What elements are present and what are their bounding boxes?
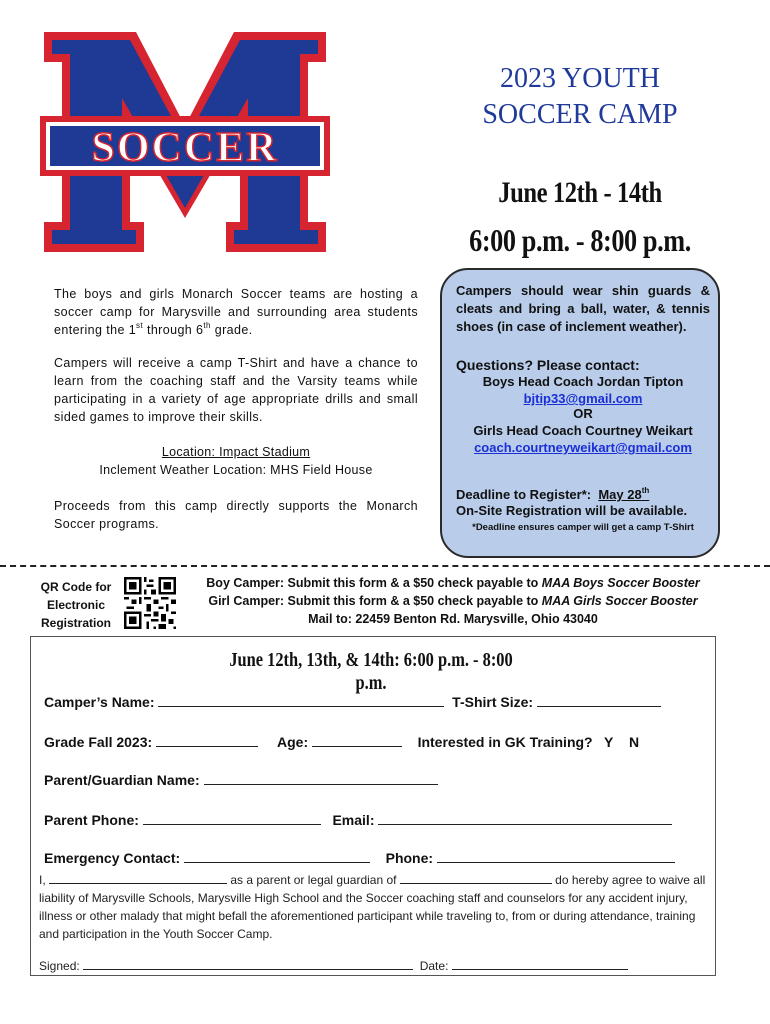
grade-row: Grade Fall 2023: Age: Interested in GK Training? Y N	[44, 734, 640, 750]
camper-name-field[interactable]	[158, 693, 444, 707]
gk-yes-option[interactable]: Y	[604, 734, 614, 750]
time-range: 6:00 p.m. - 8:00 p.m.	[469, 222, 691, 258]
signature-field[interactable]	[83, 958, 413, 970]
gk-no-option[interactable]: N	[628, 734, 640, 750]
liability-waiver: I, as a parent or legal guardian of do hereby agree to waive all liability of Marysville Schools, Marysville High School and the Soccer coaching staff and counselors for any accident injury, illness or other malady that might befall the aforementioned participant while traveling to, from or during attendance, training and participation in the Youth Soccer Camp.	[39, 873, 706, 941]
emergency-contact-field[interactable]	[184, 849, 370, 863]
date-range: June 12th - 14th	[498, 176, 662, 209]
gear-note: Campers should wear shin guards & cleats and bring a ball, water, & tennis shoes (in case of inclement weather).	[456, 283, 710, 334]
intro-paragraph: The boys and girls Monarch Soccer teams are hosting a soccer camp for Marysville and surrounding area students entering the 1st through 6th grade.	[54, 287, 418, 337]
or-text: OR	[573, 406, 593, 421]
age-field[interactable]	[312, 733, 402, 747]
emergency-row: Emergency Contact: Phone:	[44, 849, 675, 866]
girl-mail-instructions: Girl Camper: Submit this form & a $50 check payable to MAA Girls Soccer Booster	[208, 594, 698, 608]
monarch-soccer-logo	[40, 28, 330, 256]
cut-line	[0, 565, 770, 567]
signature-row: Signed: Date:	[39, 958, 628, 973]
boys-coach-email-link[interactable]: bjtip33@gmail.com	[523, 391, 643, 406]
parent-name-row: Parent/Guardian Name:	[44, 771, 438, 788]
date-field[interactable]	[452, 958, 628, 970]
logo-soccer-text: SOCCER	[91, 125, 279, 171]
questions-heading: Questions? Please contact:	[456, 357, 640, 373]
deadline: Deadline to Register*: May 28th	[456, 486, 650, 502]
email-field[interactable]	[378, 811, 672, 825]
emergency-phone-field[interactable]	[437, 849, 675, 863]
deadline-footnote: *Deadline ensures camper will get a camp T-Shirt	[472, 522, 694, 533]
waiver-participant-field[interactable]	[400, 872, 552, 884]
camp-description: Campers will receive a camp T-Shirt and have a chance to learn from the coaching staff and the Varsity teams while participating in a variety of age appropriate drills and small sided games to improve their skills.	[54, 356, 418, 424]
boys-coach: Boys Head Coach Jordan Tipton	[482, 374, 684, 389]
info-box	[440, 268, 720, 558]
parent-phone-row: Parent Phone: Email:	[44, 811, 672, 828]
registration-form	[30, 636, 716, 976]
title-line-2: SOCCER CAMP	[482, 99, 678, 130]
girls-coach-email-link[interactable]: coach.courtneyweikart@gmail.com	[474, 440, 692, 455]
camper-name-row: Camper’s Name: T-Shirt Size:	[44, 693, 661, 710]
waiver-parent-name-field[interactable]	[49, 872, 227, 884]
proceeds-note: Proceeds from this camp directly supports the Monarch Soccer programs.	[54, 499, 418, 531]
grade-field[interactable]	[156, 733, 258, 747]
location: Location: Impact Stadium	[161, 445, 311, 459]
inclement-location: Inclement Weather Location: MHS Field House	[99, 463, 373, 477]
girls-coach: Girls Head Coach Courtney Weikart	[473, 423, 693, 438]
parent-name-field[interactable]	[204, 771, 438, 785]
mail-address: Mail to: 22459 Benton Rd. Marysville, Ohio 43040	[308, 612, 598, 626]
title-line-1: 2023 YOUTH	[500, 63, 660, 94]
onsite-registration: On-Site Registration will be available.	[456, 503, 688, 518]
tshirt-size-field[interactable]	[537, 693, 661, 707]
qr-code[interactable]	[124, 577, 176, 629]
parent-phone-field[interactable]	[143, 811, 321, 825]
boy-mail-instructions: Boy Camper: Submit this form & a $50 check payable to MAA Boys Soccer Booster	[206, 576, 700, 590]
qr-label: QR Code for Electronic Registration	[40, 580, 112, 630]
form-title: June 12th, 13th, & 14th: 6:00 p.m. - 8:00 p.m.	[229, 649, 513, 694]
